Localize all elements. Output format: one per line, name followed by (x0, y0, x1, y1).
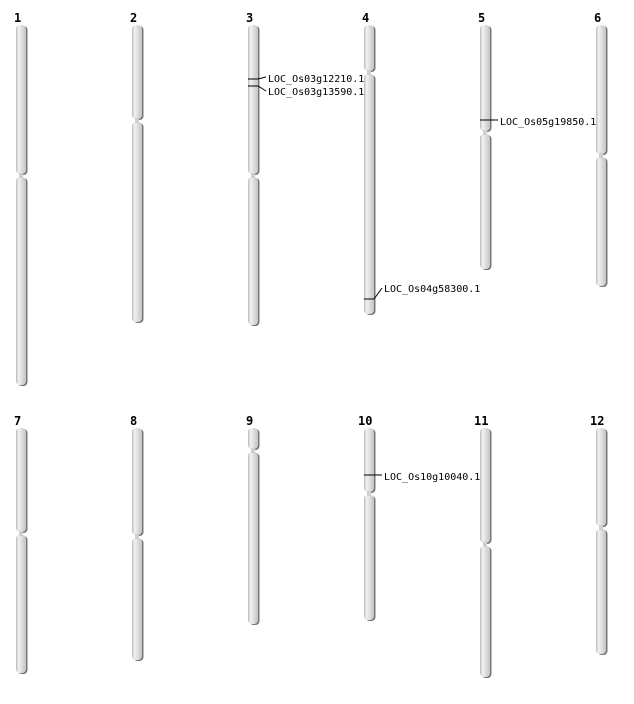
chromosome-label-3: 3 (246, 11, 254, 25)
chromosome-2-q-arm (132, 122, 142, 322)
chromosome-label-4: 4 (362, 11, 370, 25)
chromosome-10-centromere (367, 491, 371, 496)
chromosome-12-centromere (599, 525, 603, 530)
chromosome-5-p-arm (480, 25, 490, 131)
chromosome-12 (596, 428, 608, 655)
chromosome-5-centromere (483, 130, 487, 135)
chromosome-2 (132, 25, 144, 323)
chromosome-label-10: 10 (358, 414, 373, 428)
chromosome-7-q-arm (16, 535, 26, 673)
chromosome-9 (248, 428, 260, 625)
chromosome-label-7: 7 (14, 414, 22, 428)
chromosome-11-centromere (483, 542, 487, 547)
chromosome-6-q-arm (596, 157, 606, 286)
chromosome-12-q-arm (596, 529, 606, 654)
chromosome-12-p-arm (596, 428, 606, 526)
chromosome-1-q-arm (16, 177, 26, 385)
chromosome-4-p-arm (364, 25, 374, 71)
chromosome-6-centromere (599, 153, 603, 158)
chromosome-label-5: 5 (478, 11, 486, 25)
chromosome-1 (16, 25, 28, 386)
chromosome-label-12: 12 (590, 414, 605, 428)
chromosome-8-centromere (135, 534, 139, 539)
gene-label-LOC_Os05g19850: LOC_Os05g19850.1 (500, 117, 597, 128)
chromosome-10 (364, 428, 376, 621)
chromosome-4-centromere (367, 70, 371, 75)
gene-label-LOC_Os10g10040: LOC_Os10g10040.1 (384, 472, 481, 483)
chromosome-3-q-arm (248, 177, 258, 325)
chromosome-10-q-arm (364, 495, 374, 620)
chromosome-2-centromere (135, 118, 139, 123)
chromosome-8-q-arm (132, 538, 142, 660)
chromosome-5 (480, 25, 492, 270)
chromosome-4-q-arm (364, 74, 374, 314)
chromosome-3-p-arm (248, 25, 258, 174)
chromosome-7 (16, 428, 28, 674)
chromosome-11-p-arm (480, 428, 490, 543)
chromosome-8 (132, 428, 144, 661)
chromosome-1-centromere (19, 173, 23, 178)
chromosome-2-p-arm (132, 25, 142, 119)
chromosome-label-6: 6 (594, 11, 602, 25)
chromosome-9-centromere (251, 448, 255, 453)
chromosome-6-p-arm (596, 25, 606, 154)
chromosome-7-centromere (19, 531, 23, 536)
chromosome-6 (596, 25, 608, 287)
chromosome-9-p-arm (248, 428, 258, 449)
chromosome-3-centromere (251, 173, 255, 178)
chromosome-label-11: 11 (474, 414, 489, 428)
chromosome-8-p-arm (132, 428, 142, 535)
chromosome-label-9: 9 (246, 414, 254, 428)
chromosome-label-8: 8 (130, 414, 138, 428)
chromosome-3 (248, 25, 260, 326)
chromosome-label-2: 2 (130, 11, 138, 25)
gene-label-LOC_Os03g12210: LOC_Os03g12210.1 (268, 74, 365, 85)
chromosome-5-q-arm (480, 134, 490, 269)
chromosome-11 (480, 428, 492, 678)
gene-label-LOC_Os03g13590: LOC_Os03g13590.1 (268, 87, 365, 98)
gene-label-LOC_Os04g58300: LOC_Os04g58300.1 (384, 284, 481, 295)
chromosome-4 (364, 25, 376, 315)
chromosome-1-p-arm (16, 25, 26, 174)
chromosome-11-q-arm (480, 546, 490, 677)
chromosome-9-q-arm (248, 452, 258, 624)
chromosome-label-1: 1 (14, 11, 22, 25)
chromosome-7-p-arm (16, 428, 26, 532)
chromosome-10-p-arm (364, 428, 374, 492)
